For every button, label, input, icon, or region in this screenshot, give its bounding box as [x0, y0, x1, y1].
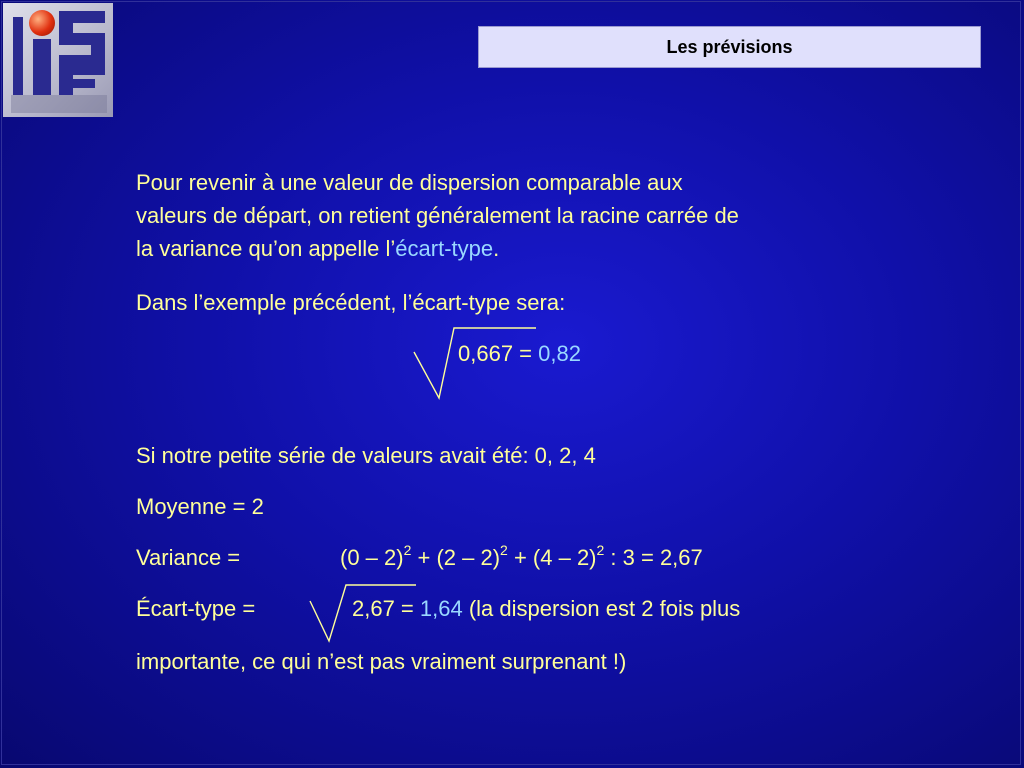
- logo-red-ball: [29, 10, 55, 36]
- paragraph-line-3: la variance qu’on appelle l’écart-type.: [136, 236, 500, 261]
- first-formula: 0,667 = 0,82: [458, 341, 581, 366]
- variance-label: Variance =: [136, 545, 241, 570]
- ecart-type-term: écart-type: [395, 236, 494, 261]
- series-line: Si notre petite série de valeurs avait été: 0, 2, 4: [136, 443, 596, 468]
- std-dev-formula: 2,67 = 1,64 (la dispersion est 2 fois plus: [352, 596, 741, 621]
- mean-line: Moyenne = 2: [136, 494, 264, 519]
- example-intro: Dans l’exemple précédent, l’écart-type sera:: [136, 290, 566, 315]
- conclusion-line: importante, ce qui n’est pas vraiment surprenant !): [136, 649, 627, 674]
- slide-title: Les prévisions: [666, 36, 793, 57]
- first-result: 0,82: [538, 341, 581, 366]
- std-dev-label: Écart-type =: [136, 596, 256, 621]
- variance-formula: (0 – 2)$^2$ + (2 – 2)$^2$ + (4 – 2)$^2$ : 3 = 2,67: [340, 541, 703, 570]
- paragraph-line-2: valeurs de départ, on retient généralement la racine carrée de: [136, 203, 739, 228]
- slide-title-box: [478, 26, 981, 68]
- std-dev-result: 1,64: [419, 596, 463, 621]
- paragraph-line-1: Pour revenir à une valeur de dispersion comparable aux: [136, 170, 683, 195]
- isif-logo: [3, 3, 113, 117]
